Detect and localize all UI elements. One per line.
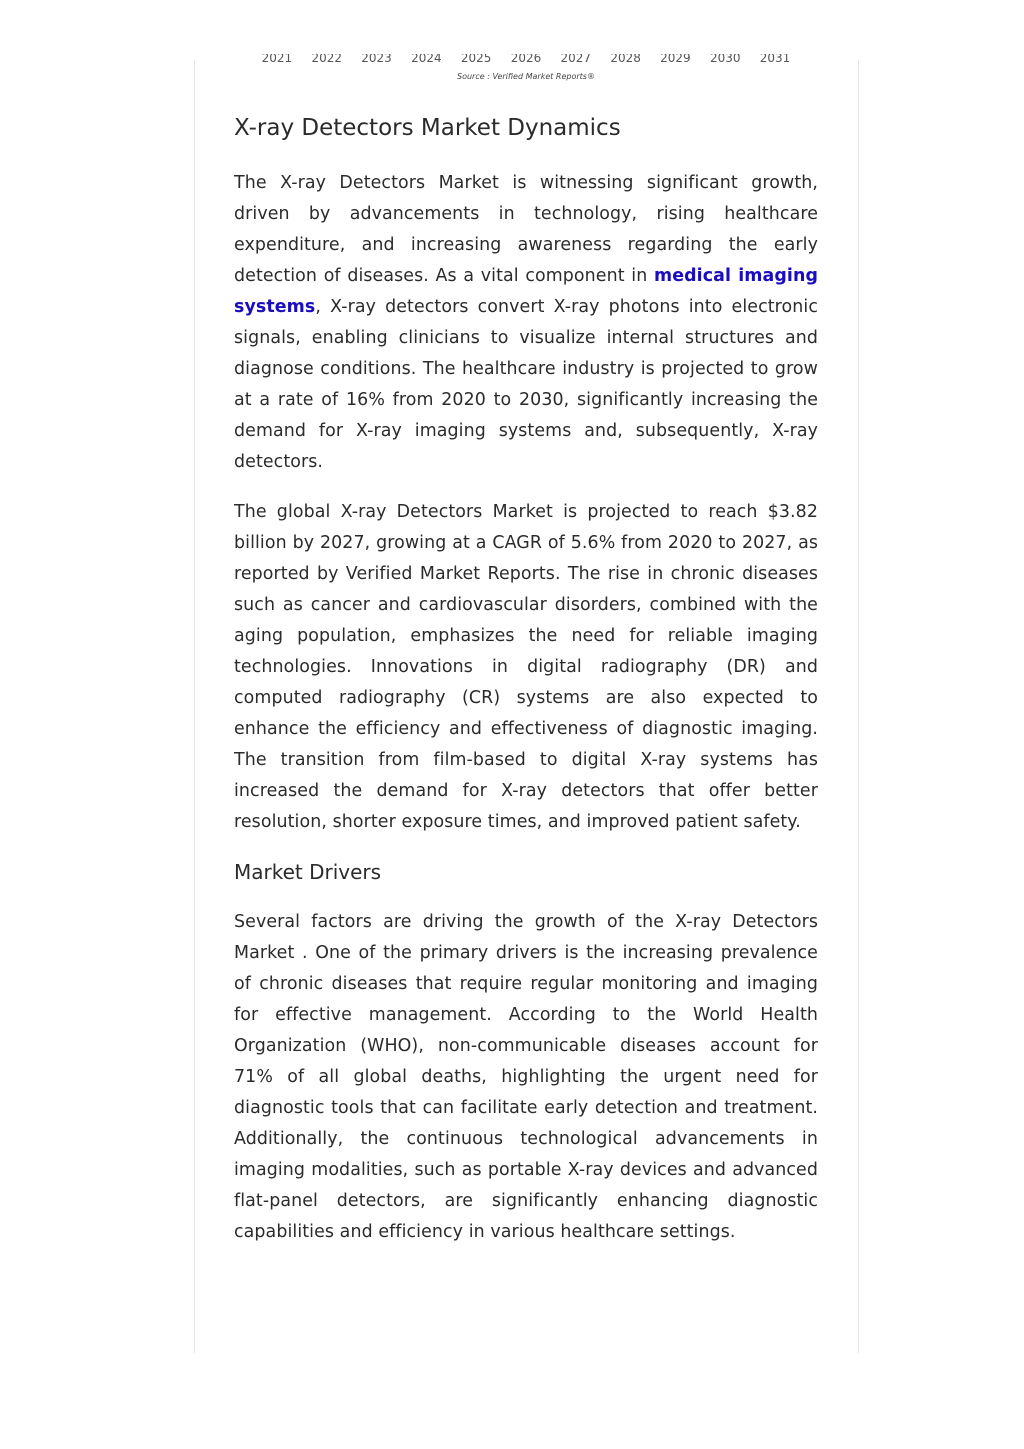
chart-source-note: Source : Verified Market Reports® [457,72,595,81]
x-tick-label: 2030 [709,54,741,65]
x-tick-label: 2024 [411,54,442,65]
article-body [234,110,818,1267]
section-title: X-ray Detectors Market Dynamics [234,115,621,141]
paragraph-text: The X-ray Detectors Market is witnessing significant growth, driven by advancements in technology, rising healthcare expenditure, and increasing awareness regarding the early detection of diseases. As a vital component in [234,173,818,286]
paragraph-text: , X-ray detectors convert X-ray photons into electronic signals, enabling clinicians to visualize internal structures and diagnose conditions. The healthcare industry is projected to grow at a rate of 16% from 2020 to 2030, significantly increasing the demand for X-ray imaging systems and, subsequently, X-ray detectors. [234,297,818,472]
chart-footer [234,50,818,84]
medical-imaging-systems-link[interactable]: medical imaging systems [234,266,818,317]
paragraph-drivers: Several factors are driving the growth of the X-ray Detectors Market . One of the primary drivers is the increasing prevalence of chronic diseases that require regular monitoring and imaging for effective management. According to the World Health Organization (WHO), non-communicable diseases account for 71% of all global deaths, highlighting the urgent need for diagnostic tools that can facilitate early detection and treatment. Additionally, the continuous technological advancements in imaging modalities, such as portable X-ray devices and advanced flat-panel detectors, are significantly enhancing diagnostic capabilities and efficiency in various healthcare settings. [234,912,818,1242]
x-tick-label: 2025 [460,54,492,65]
x-tick-label: 2027 [560,54,592,65]
x-tick-label: 2029 [660,54,691,65]
paragraph-intro [234,168,818,478]
x-tick-label: 2028 [610,54,641,65]
x-tick-label: 2023 [361,54,392,65]
x-tick-label: 2031 [759,54,791,65]
paragraph-market-size: The global X-ray Detectors Market is projected to reach $3.82 billion by 2027, growing at a CAGR of 5.6% from 2020 to 2027, as reported by Verified Market Reports. The rise in chronic diseases such as cancer and cardiovascular disorders, combined with the aging population, emphasizes the need for reliable imaging technologies. Innovations in digital radiography (DR) and computed radiography (CR) systems are also expected to enhance the efficiency and effectiveness of diagnostic imaging. The transition from film-based to digital X-ray systems has increased the demand for X-ray detectors that offer better resolution, shorter exposure times, and improved patient safety. [234,502,818,832]
subsection-title: Market Drivers [234,860,382,884]
x-tick-label: 2022 [311,54,342,65]
x-tick-label: 2026 [510,54,542,65]
chart-x-axis-labels [234,54,818,66]
x-tick-label: 2021 [261,54,293,65]
